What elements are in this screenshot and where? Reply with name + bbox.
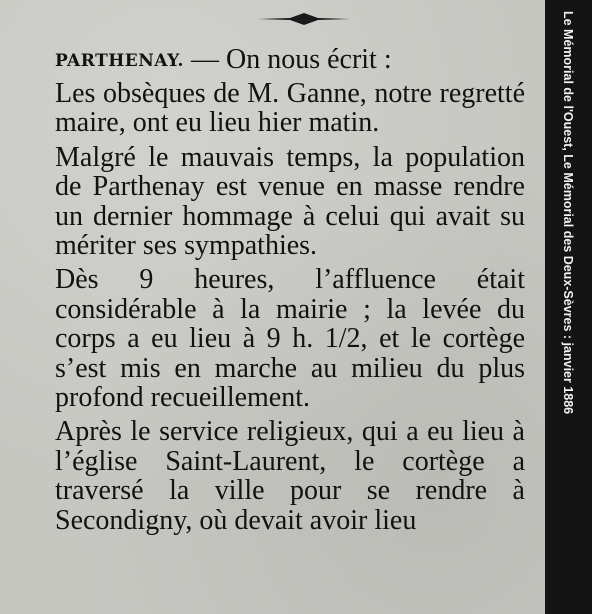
ornament-rule-icon [258, 12, 350, 26]
source-caption: Le Mémorial de l'Ouest, Le Mémorial des Deux-Sèvres : janvier 1886 [561, 11, 575, 415]
dateline-place: PARTHENAY. [55, 51, 184, 71]
dateline-dash: — [190, 44, 219, 75]
article-heading [55, 42, 525, 79]
article-body [55, 42, 525, 535]
paragraph-affluence: Dès 9 heures, l’affluence était considérable à la mairie ; la levée du corps a eu lieu à 9 h. 1/2, et le cortège s’est mis en marche au milieu du plus profond recueillement. [55, 264, 525, 414]
paragraph-population: Malgré le mauvais temps, la population de Parthenay est venue en masse rendre un dernier hommage à celui qui avait su mériter ses sympathies. [55, 141, 525, 262]
dateline-intro: On nous écrit : [225, 44, 392, 75]
paragraph-service: Après le service religieux, qui a eu lieu à l’église Saint-Laurent, le cortège a traversé la ville pour se rendre à Secondigny, où devait avoir lieu [55, 416, 525, 536]
source-caption-bar [545, 0, 592, 614]
paragraph-obseques: Les obsèques de M. Ganne, notre regretté maire, ont eu lieu hier matin. [55, 78, 525, 139]
